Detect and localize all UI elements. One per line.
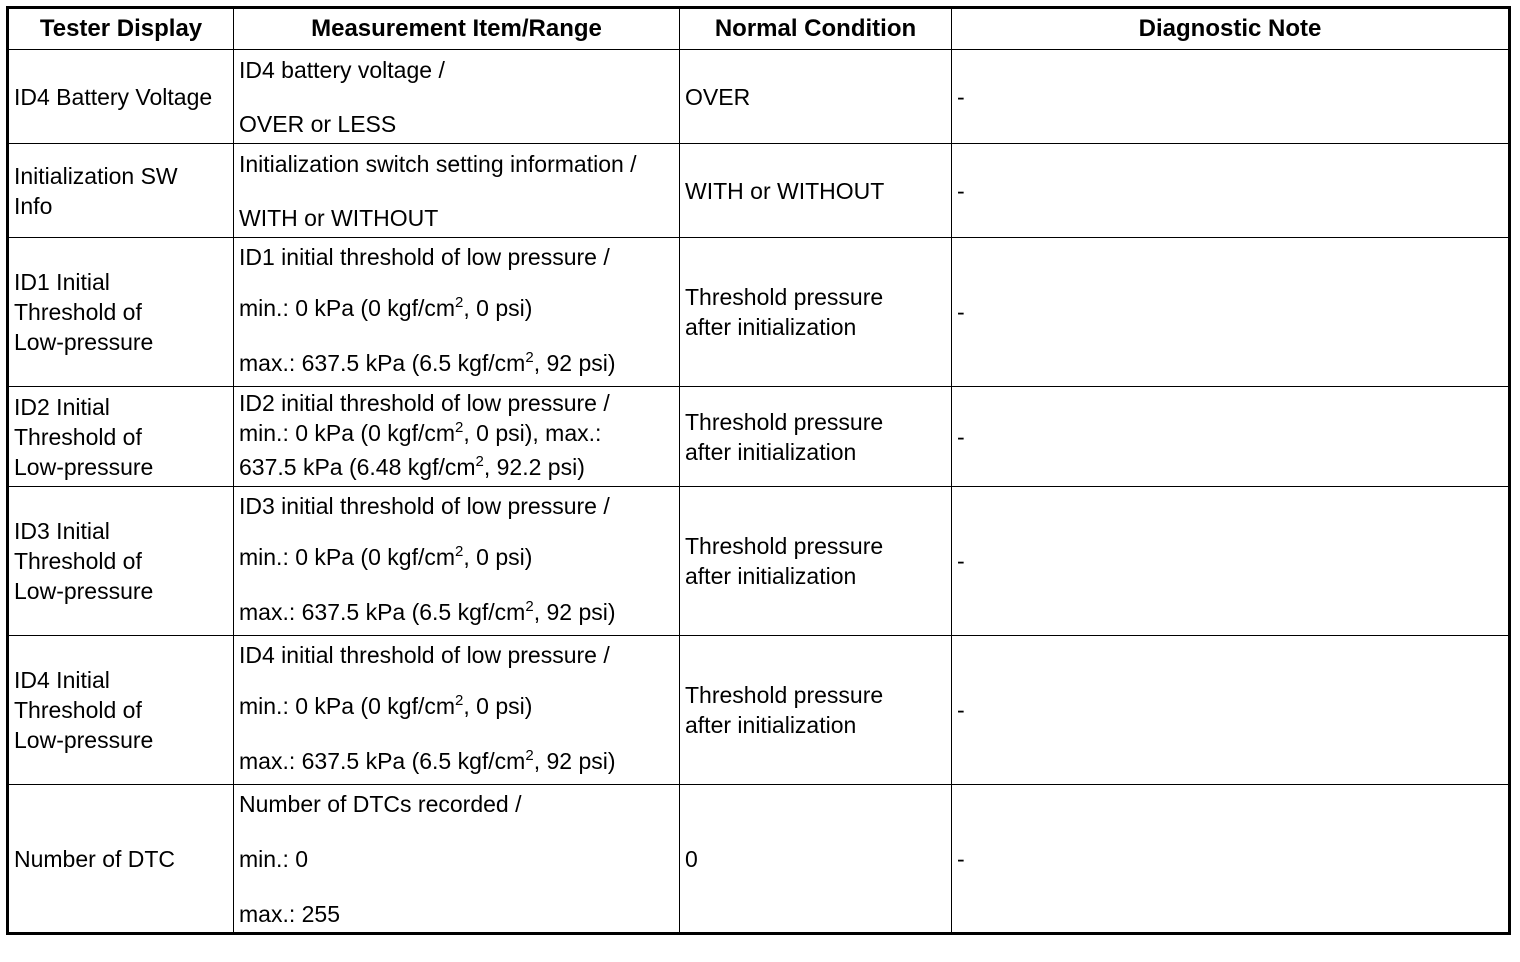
table-row — [8, 487, 1510, 636]
tester-display-cell: ID2 Initial Threshold of Low-pressure — [8, 387, 234, 487]
diagnostic-note-cell: - — [952, 387, 1510, 487]
diagnostic-note-cell: - — [952, 238, 1510, 387]
measurement-item-cell: ID4 initial threshold of low pressure / min.: 0 kPa (0 kgf/$cm^2$, 0 psi) max.: 637.5 kPa (6.5 kgf/$cm^2$, 92 psi) — [234, 636, 680, 785]
measurement-item-cell: ID2 initial threshold of low pressure / min.: 0 kPa (0 kgf/$cm^2$, 0 psi), max.: 637.5 kPa (6.48 kgf/$cm^2$, 92.2 psi) — [234, 387, 680, 487]
normal-condition-cell: Threshold pressure after initialization — [680, 238, 952, 387]
header-row — [8, 8, 1510, 50]
table-row — [8, 238, 1510, 387]
tester-display-cell: ID4 Initial Threshold of Low-pressure — [8, 636, 234, 785]
header-diagnostic-note: Diagnostic Note — [952, 8, 1510, 50]
table-row — [8, 387, 1510, 487]
data-list-table — [6, 6, 1511, 935]
header-normal-condition: Normal Condition — [680, 8, 952, 50]
table-row — [8, 50, 1510, 144]
normal-condition-cell: 0 — [680, 785, 952, 934]
tester-display-cell: Initialization SW Info — [8, 144, 234, 238]
normal-condition-cell: Threshold pressure after initialization — [680, 636, 952, 785]
normal-condition-cell: Threshold pressure after initialization — [680, 487, 952, 636]
diagnostic-note-cell: - — [952, 144, 1510, 238]
diagnostic-note-cell: - — [952, 785, 1510, 934]
tester-display-cell: ID1 Initial Threshold of Low-pressure — [8, 238, 234, 387]
measurement-item-cell: Number of DTCs recorded / min.: 0 max.: 255 — [234, 785, 680, 934]
header-measurement-item: Measurement Item/Range — [234, 8, 680, 50]
table-row — [8, 144, 1510, 238]
measurement-item-cell: ID3 initial threshold of low pressure / min.: 0 kPa (0 kgf/$cm^2$, 0 psi) max.: 637.5 kPa (6.5 kgf/$cm^2$, 92 psi) — [234, 487, 680, 636]
normal-condition-cell: WITH or WITHOUT — [680, 144, 952, 238]
diagnostic-note-cell: - — [952, 636, 1510, 785]
tester-display-cell: ID3 Initial Threshold of Low-pressure — [8, 487, 234, 636]
diagnostic-note-cell: - — [952, 487, 1510, 636]
measurement-item-cell: ID1 initial threshold of low pressure / min.: 0 kPa (0 kgf/$cm^2$, 0 psi) max.: 637.5 kPa (6.5 kgf/$cm^2$, 92 psi) — [234, 238, 680, 387]
measurement-item-cell: Initialization switch setting information / WITH or WITHOUT — [234, 144, 680, 238]
table-row — [8, 636, 1510, 785]
normal-condition-cell: Threshold pressure after initialization — [680, 387, 952, 487]
tester-display-cell: ID4 Battery Voltage — [8, 50, 234, 144]
header-tester-display: Tester Display — [8, 8, 234, 50]
table-row — [8, 785, 1510, 934]
normal-condition-cell: OVER — [680, 50, 952, 144]
measurement-item-cell: ID4 battery voltage / OVER or LESS — [234, 50, 680, 144]
tester-display-cell: Number of DTC — [8, 785, 234, 934]
diagnostic-note-cell: - — [952, 50, 1510, 144]
